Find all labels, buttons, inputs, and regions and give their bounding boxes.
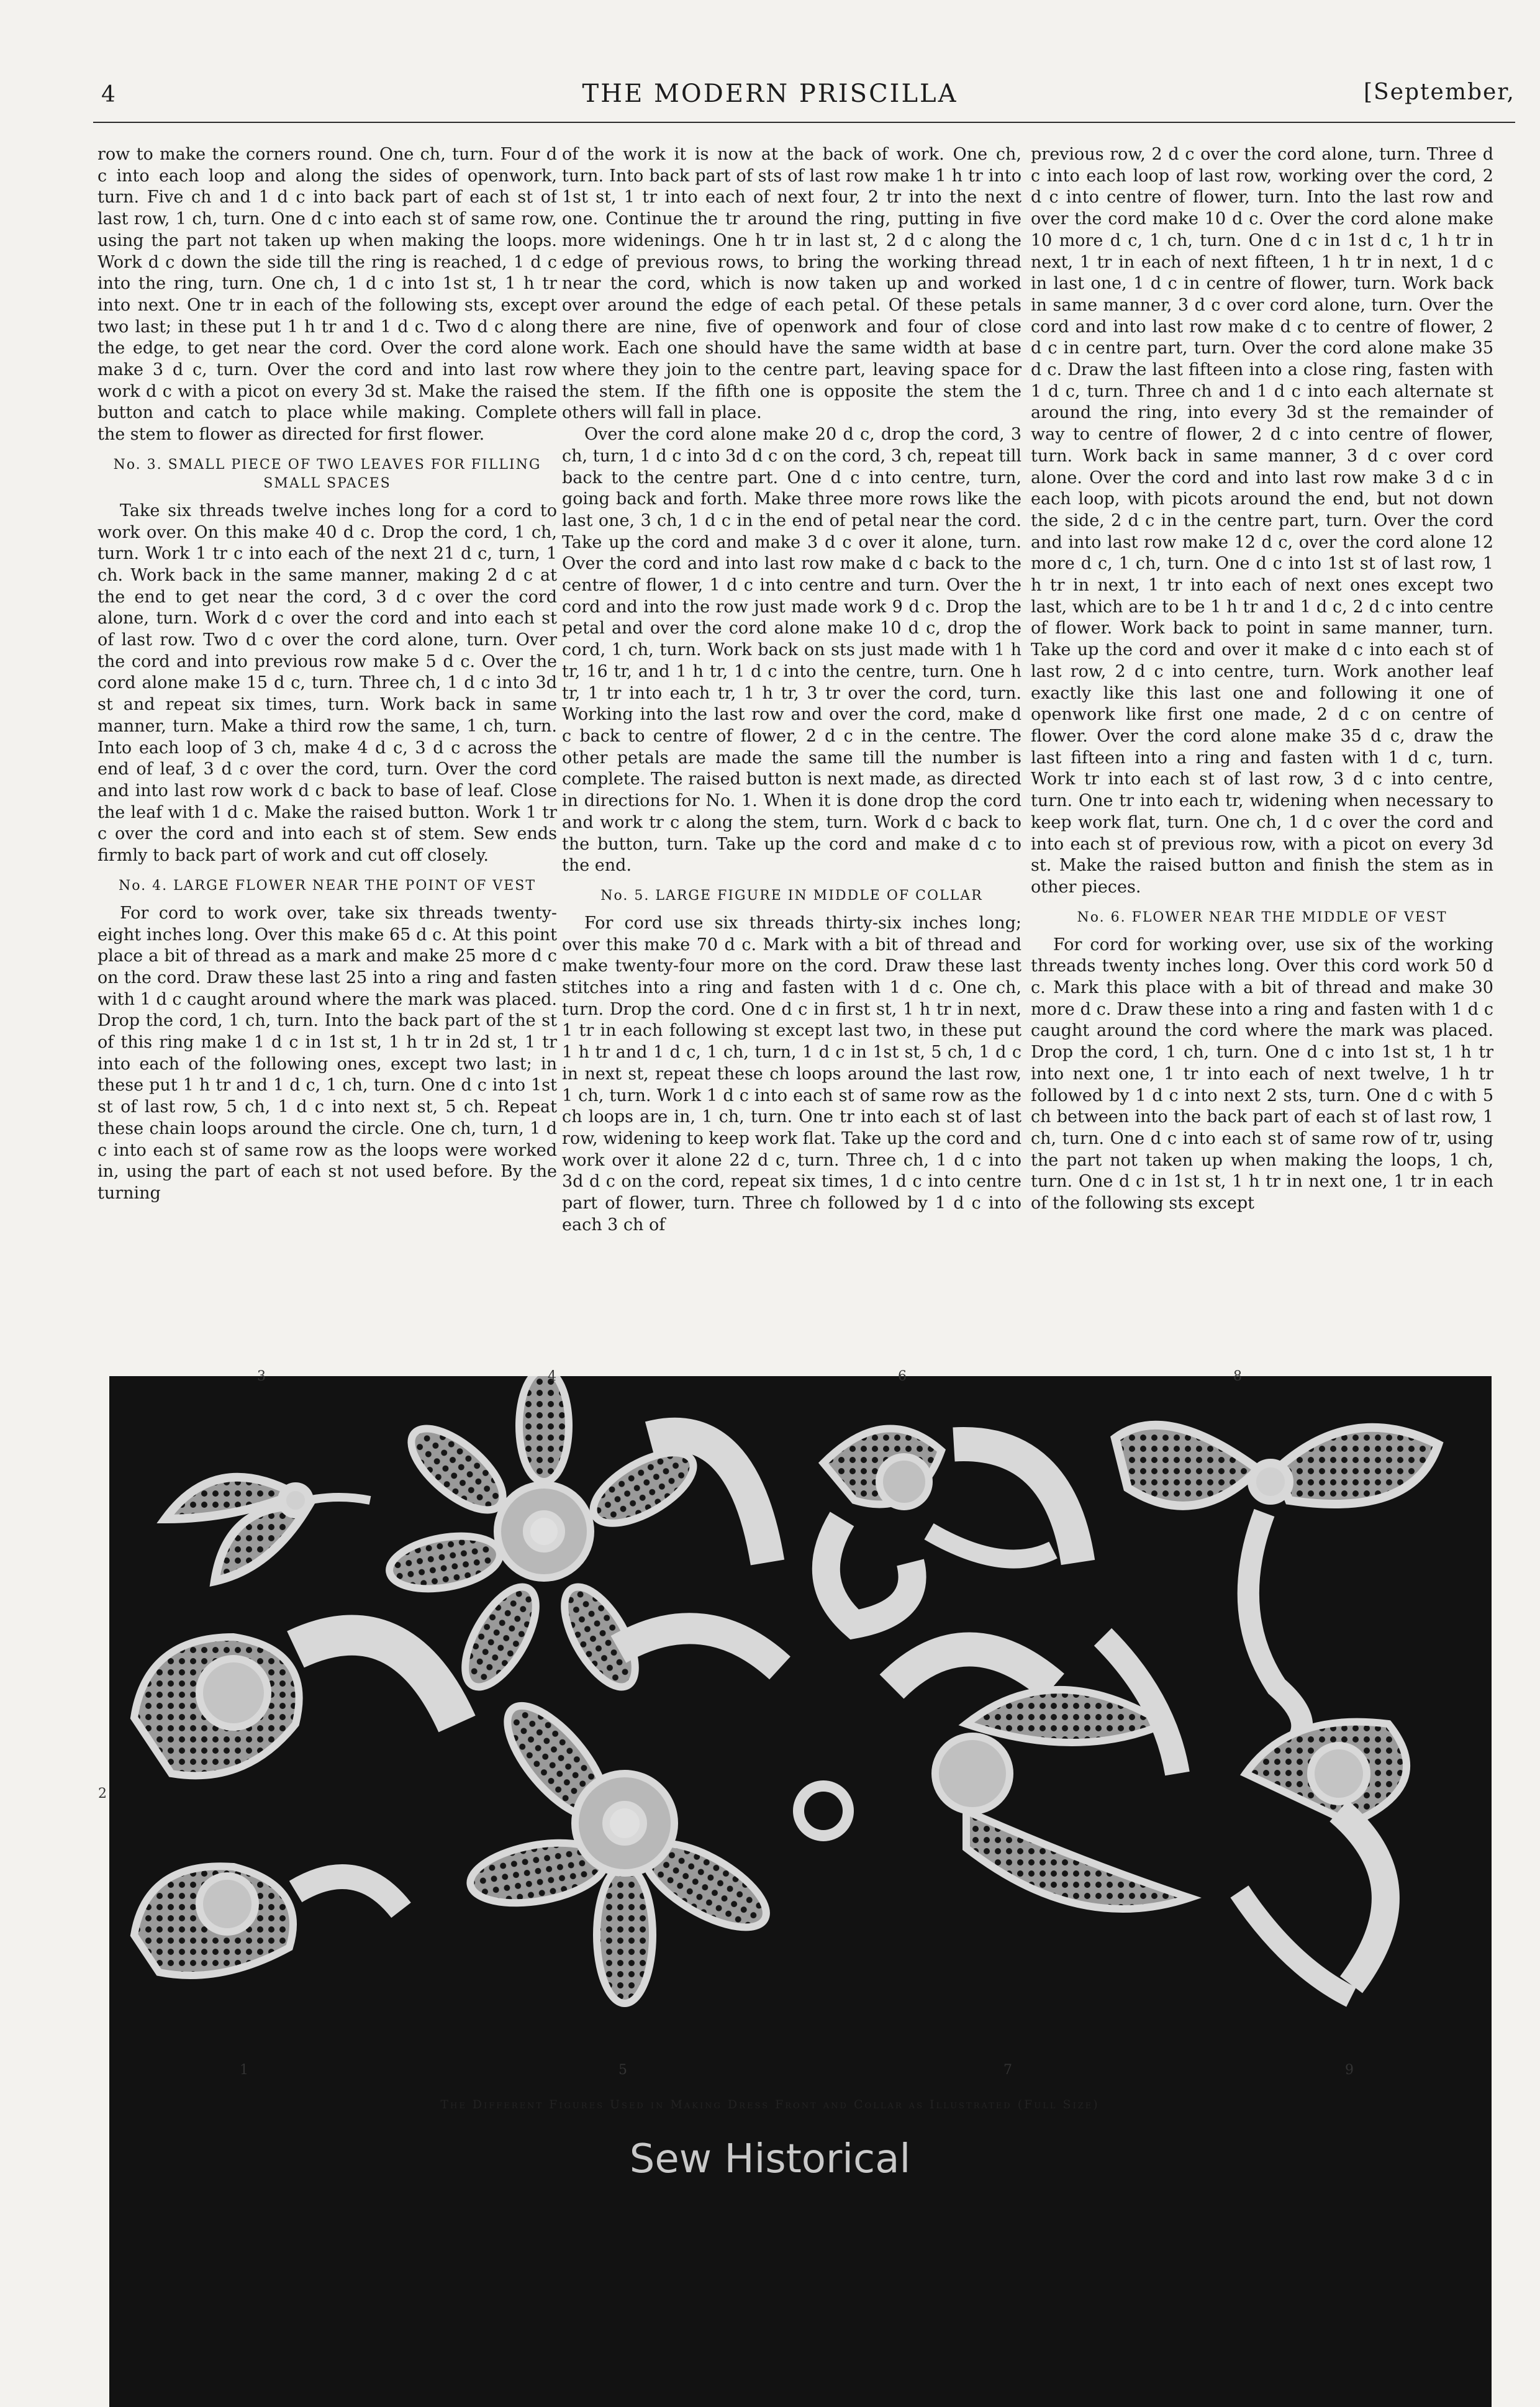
paragraph: previous row, 2 d c over the cord alone, turn. Three d c into each loop of last row, working over the cord, 2 d c into centre of flower, turn. Into the last row and over the cord make 10 d c. Over the cord alone make 10 more d c, 1 ch, turn. One d c in 1st d c, 1 h tr in next, 1 tr in each of next fifteen, 1 h tr in next, 1 d c in last one, 1 d c in centre of flower, turn. Work back in same manner, 3 d c over cord alone, turn. Over the cord and into last row make d c to centre of flower, 2 d c in centre part, turn. Over the cord alone make 35 d c. Draw the last fifteen into a close ring, fasten with 1 d c, turn. Three ch and 1 d c into each alternate st around the ring, into every 3d st the remainder of way to centre of flower, 2 d c into centre of flower, turn. Work back in same manner, 3 d c over cord alone. Over the cord and into last row make 3 d c in each loop, with picots around the end, but not down the side, 2 d c in the centre part, turn. Over the cord and into last row make 12 d c, over the cord alone 12 more d c, 1 ch, turn. One d c into 1st st of last row, 1 h tr in next, 1 tr into each of next ones except two last, which are to be 1 h tr and 1 d c, 2 d c into centre of flower. Work back to point in same manner, turn. Take up the cord and over it make d c into each st of last row, 2 d c into centre, turn. Work another leaf exactly like this last one and following it one of openwork like first one made, 2 d c on centre of flower. Over the cord alone make 35 d c, draw the last fifteen into a ring and fasten with 1 d c, turn. Work tr into each st of last row, 3 d c into centre, turn. One tr into each tr, widening when necessary to keep work flat, turn. One ch, 1 d c over the cord and into each st of previous row, with a picot on every 3d st. Make the raised button and finish the stem as in other pieces. <box>1031 145 1493 897</box>
text-column-1 <box>97 144 557 1349</box>
lace-figure-2 <box>134 1635 457 1775</box>
paragraph: Over the cord alone make 20 d c, drop the cord, 3 ch, turn, 1 d c into 3d d c on the cord, 3 ch, repeat till back to the centre part. One d c into centre, turn, going back and forth. Make three more rows like the last one, 3 ch, 1 d c in the end of petal near the cord. Take up the cord and make 3 d c over it alone, turn. Over the cord and into last row make d c back to the centre of flower, 1 d c into centre and turn. Over the cord and into the row just made work 9 d c. Drop the petal and over the cord alone make 10 d c, drop the cord, 1 ch, turn. Work back on sts just made with 1 h tr, 16 tr, and 1 h tr, 1 d c into the centre, turn. One h tr, 1 tr into each tr, 1 h tr, 3 tr over the cord, turn. Working into the last row and over the cord, make d c back to centre of flower, 2 d c in the centre. The other petals are made the same till the number is complete. The raised button is next made, as directed in directions for No. 1. When it is done drop the cord and work tr c along the stem, turn. Work d c back to the button, turn. Take up the cord and make d c to the end. <box>562 425 1021 876</box>
figure-number: 2 <box>98 1786 107 1802</box>
paragraph: of the work it is now at the back of work. One ch, turn. Into back part of sts of last row make 1 h tr into 1st st, 1 tr into each of next four, 2 tr into the next one. Continue the tr around the ring, putting in five more widenings. One h tr in last st, 2 d c along the edge of previous rows, to bring the working thread near the cord, which is now taken up and worked over around the edge of each petal. Of these petals there are nine, five of openwork and four of close work. Each one should have the same width at base where they join to the centre part, leaving space for the stem. If the fifth one is opposite the stem the others will fall in place. <box>562 145 1021 423</box>
lace-figure-4 <box>385 1376 768 1698</box>
paragraph: Take six threads twelve inches long for a cord to work over. On this make 40 d c. Drop the cord, 1 ch, turn. Work 1 tr c into each of the next 21 d c, turn, 1 ch. Work back in the same manner, making 2 d c at the end to get near the cord, 3 d c over the cord alone, turn. Work d c over the cord and into each st of last row. Two d c over the cord alone, turn. Over the cord and into previous row make 5 d c. Over the cord alone make 15 d c, turn. Three ch, 1 d c into 3d st and repeat six times, turn. Work back in same manner, turn. Make a third row the same, 1 ch, turn. Into each loop of 3 ch, make 4 d c, 3 d c across the end of leaf, 3 d c over the cord, turn. Over the cord and into last row work d c back to base of leaf. Close the leaf with 1 d c. Make the raised button. Work 1 tr c over the cord and into each st of stem. Sew ends firmly to back part of work and cut off closely. <box>97 501 557 866</box>
lace-figure-7 <box>892 1637 1190 1909</box>
figure-number: 9 <box>1345 2062 1354 2078</box>
figure-number: 7 <box>1003 2062 1012 2078</box>
lace-figure-1 <box>134 1866 401 1975</box>
header-rule <box>93 122 1515 123</box>
watermark: Sew Historical <box>629 2136 911 2182</box>
paragraph: For cord to work over, take six threads twenty-eight inches long. Over this make 65 d c. At this point place a bit of thread as a mark and make 25 more d c on the cord. Draw these last 25 into a ring and fasten with 1 d c caught around where the mark was placed. Drop the cord, 1 ch, turn. Into the back part of the st of this ring make 1 d c in 1st st, 1 h tr in 2d st, 1 tr into each of the following ones, except two last; in these put 1 h tr and 1 d c, 1 ch, turn. One d c into 1st st of last row, 5 ch, 1 d c into next st, 5 ch. Repeat these chain loops around the circle. One ch, turn, 1 d c into each st of same row as the loops were worked in, using the part of each st not used before. By the turning <box>97 903 557 1203</box>
section-heading-no6: No. 6. FLOWER NEAR THE MIDDLE OF VEST <box>1077 909 1447 925</box>
figure-number: 1 <box>240 2062 248 2078</box>
section-heading-no5: No. 5. LARGE FIGURE IN MIDDLE OF COLLAR <box>600 887 983 904</box>
lace-figure-6 <box>823 1428 1078 1625</box>
lace-figure-3 <box>165 1477 370 1581</box>
figure-number: 6 <box>898 1369 907 1384</box>
lace-photograph <box>98 1369 1492 2407</box>
lace-figure-5 <box>466 1628 848 2003</box>
section-heading-no4: No. 4. LARGE FLOWER NEAR THE POINT OF VEST <box>118 877 536 894</box>
running-month: [September, <box>1363 79 1515 105</box>
lace-figure-9 <box>1239 1722 1406 1997</box>
figure-number: 8 <box>1233 1369 1242 1384</box>
section-heading-no3: No. 3. SMALL PIECE OF TWO LEAVES FOR FILLING SMALL SPACES <box>113 456 541 491</box>
figure-number: 5 <box>618 2062 627 2078</box>
text-column-3 <box>1031 144 1493 1349</box>
paragraph: row to make the corners round. One ch, turn. Four d c into each loop and along the sides of openwork, turn. Five ch and 1 d c into back part of each st of last row, 1 ch, turn. One d c into each st of same row, using the part not taken up when making the loops. Work d c down the side till the ring is reached, 1 d c into the ring, turn. One ch, 1 d c into 1st st, 1 h tr into next. One tr in each of the following sts, except two last; in these put 1 h tr and 1 d c. Two d c along the edge, to get near the cord. Over the cord alone make 3 d c, turn. Over the cord and into last row work d c with a picot on every 3d st. Make the raised button and catch to place while making. Complete the stem to flower as directed for first flower. <box>97 145 557 445</box>
figure-caption: The Different Figures Used in Making Dress Front and Collar as Illustrated (Full Size) <box>440 2098 1100 2111</box>
page-number: 4 <box>101 82 116 107</box>
figure-number: 3 <box>257 1369 266 1384</box>
figure-number: 4 <box>548 1369 556 1384</box>
page-title: THE MODERN PRISCILLA <box>582 79 958 108</box>
lace-figures-illustration <box>109 1376 1492 2407</box>
paragraph: For cord use six threads thirty-six inches long; over this make 70 d c. Mark with a bit of thread and make twenty-four more on the cord. Draw these last stitches into a ring and fasten with 1 d c. One ch, turn. Drop the cord. One d c in first st, 1 h tr in next, 1 tr in each following st except last two, in these put 1 h tr and 1 d c, 1 ch, turn, 1 d c in 1st st, 5 ch, 1 d c in next st, repeat these ch loops around the last row, 1 ch, turn. Work 1 d c into each st of same row as the ch loops are in, 1 ch, turn. One tr into each st of last row, widening to keep work flat. Take up the cord and work over it alone 22 d c, turn. Three ch, 1 d c into 3d d c on the cord, repeat six times, 1 d c into centre part of flower, turn. Three ch followed by 1 d c into each 3 ch of <box>562 913 1021 1235</box>
text-column-2 <box>562 144 1021 1349</box>
paragraph: For cord for working over, use six of the working threads twenty inches long. Over this cord work 50 d c. Mark this place with a bit of thread and make 30 more d c. Draw these into a ring and fasten with 1 d c caught around the cord where the mark was placed. Drop the cord, 1 ch, turn. One d c into 1st st, 1 h tr into next one, 1 tr into each of next twelve, 1 h tr followed by 1 d c into next 2 sts, turn. One d c with 5 ch between into the back part of each st of last row, 1 ch, turn. One d c into each st of same row of tr, using the part not taken up when making the loops, 1 ch, turn. One d c in 1st st, 1 h tr in next one, 1 tr in each of the following sts except <box>1031 935 1493 1213</box>
photo-background <box>98 1369 1492 2407</box>
